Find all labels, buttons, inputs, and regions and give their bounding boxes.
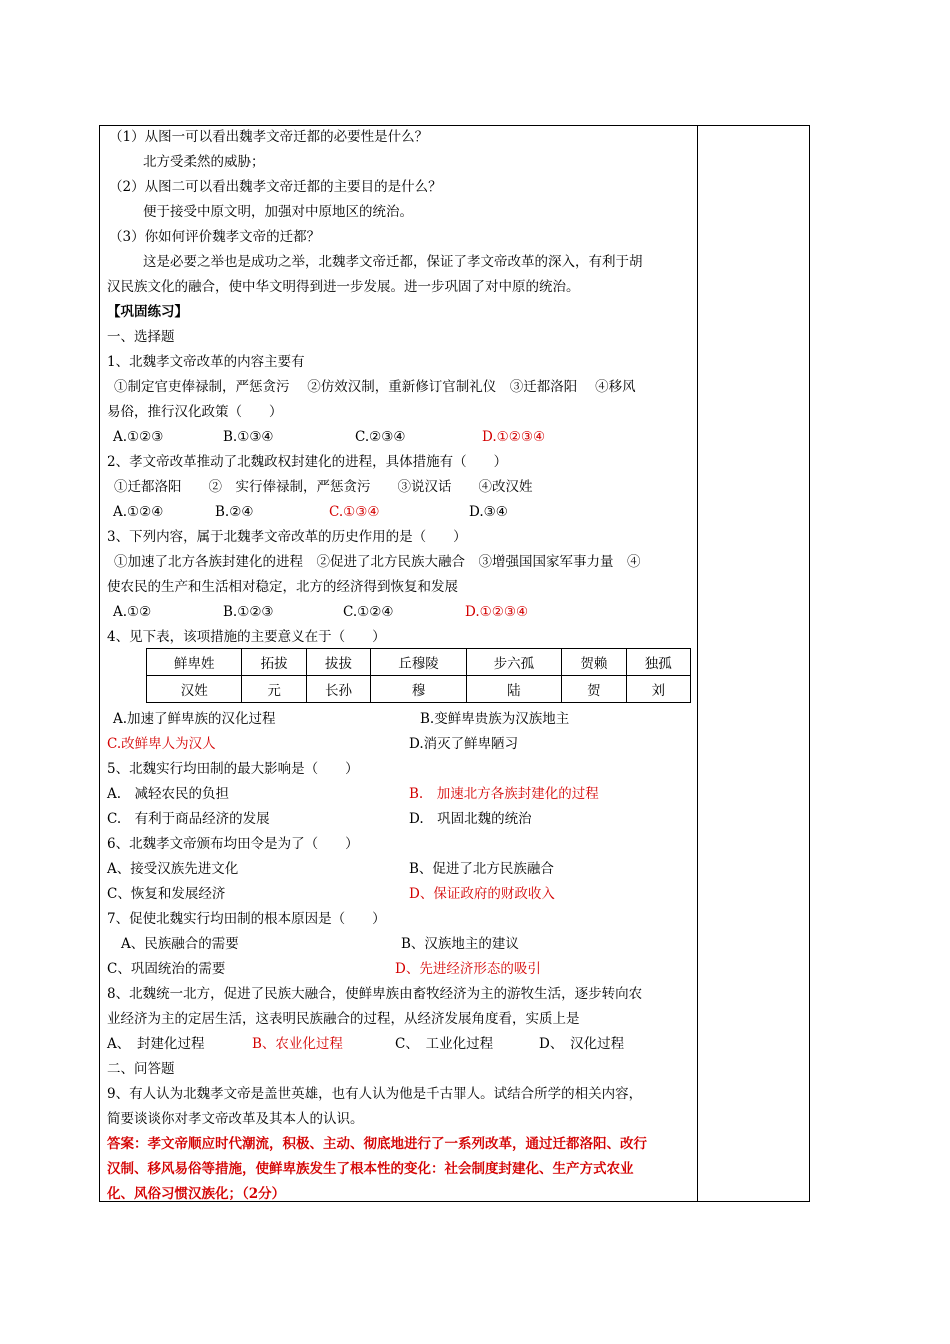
- q2-option-b: B.②④: [215, 504, 254, 520]
- q2-option-c-answer: C.①③④: [329, 504, 380, 520]
- q7-option-b: B、汉族地主的建议: [401, 936, 519, 952]
- table-cell: 拔拔: [306, 649, 370, 676]
- q1-option-a: A.①②③: [113, 429, 164, 445]
- q6-option-b: B、促进了北方民族融合: [409, 861, 554, 877]
- q3-stem: 3、下列内容，属于北魏孝文帝改革的历史作用的是（ ）: [107, 529, 467, 545]
- lesson-plan-table: [99, 125, 810, 1202]
- q1-option-d-answer: D.①②③④: [482, 429, 546, 445]
- q2-option-d: D.③④: [469, 504, 508, 520]
- q7-option-c: C、巩固统治的需要: [107, 961, 226, 977]
- q8-stem-line1: 8、北魏统一北方，促进了民族大融合，使鲜卑族由畜牧经济为主的游牧生活，逐步转向农: [107, 986, 643, 1002]
- q1-option-c: C.②③④: [355, 429, 406, 445]
- q7-stem: 7、促使北魏实行均田制的根本原因是（ ）: [107, 911, 386, 927]
- q5-option-b-answer: B. 加速北方各族封建化的过程: [409, 786, 599, 802]
- q4-stem: 4、见下表，该项措施的主要意义在于（ ）: [107, 629, 386, 645]
- notes-column-divider: [697, 126, 698, 1201]
- q3-option-d-answer: D.①②③④: [465, 604, 529, 620]
- q5-option-d: D. 巩固北魏的统治: [409, 811, 532, 827]
- q8-stem-line2: 业经济为主的定居生活，这表明民族融合的过程，从经济发展角度看，实质上是: [107, 1011, 580, 1027]
- q9-stem-line1: 9、有人认为北魏孝文帝是盖世英雄，也有人认为他是千古罪人。试结合所学的相关内容，: [107, 1086, 643, 1102]
- q9-answer-line2: 汉制、移风易俗等措施，使鲜卑族发生了根本性的变化：社会制度封建化、生产方式农业: [107, 1161, 634, 1177]
- surname-table: [146, 648, 691, 703]
- table-cell: 丘穆陵: [371, 649, 466, 676]
- q2-stem: 2、孝文帝改革推动了北魏政权封建化的进程，具体措施有（ ）: [107, 454, 508, 470]
- q3-option-c: C.①②④: [343, 604, 394, 620]
- review-question-2: （2）从图二可以看出魏孝文帝迁都的主要目的是什么？: [109, 179, 442, 195]
- q9-answer-line3: 化、风俗习惯汉族化；（2分）: [107, 1186, 286, 1202]
- review-question-1: （1）从图一可以看出魏孝文帝迁都的必要性是什么？: [109, 129, 429, 145]
- q6-option-a: A、接受汉族先进文化: [107, 861, 239, 877]
- q9-answer-line1: 答案：孝文帝顺应时代潮流，积极、主动、彻底地进行了一系列改革，通过迁都洛阳、改行: [107, 1136, 647, 1152]
- q1-stem: 1、北魏孝文帝改革的内容主要有: [107, 354, 305, 370]
- table-cell: 鲜卑姓: [147, 649, 242, 676]
- q1-option-b: B.①③④: [223, 429, 274, 445]
- q4-option-a: A.加速了鲜卑族的汉化过程: [113, 711, 276, 727]
- table-cell: 刘: [626, 676, 690, 703]
- table-row: [147, 676, 691, 703]
- review-answer-1: 北方受柔然的威胁；: [143, 154, 265, 170]
- table-cell: 步六孤: [466, 649, 561, 676]
- practice-heading: 【巩固练习】: [107, 304, 188, 320]
- review-answer-3-line2: 汉民族文化的融合，使中华文明得到进一步发展。进一步巩固了对中原的统治。: [107, 279, 580, 295]
- q2-items: ①迁都洛阳 ② 实行俸禄制，严惩贪污 ③说汉话 ④改汉姓: [114, 479, 533, 495]
- review-question-3: （3）你如何评价魏孝文帝的迁都？: [109, 229, 321, 245]
- section-choice-title: 一、选择题: [107, 329, 175, 345]
- q3-items-line2: 使农民的生产和生活相对稳定，北方的经济得到恢复和发展: [107, 579, 458, 595]
- q1-items-line1: ①制定官吏俸禄制，严惩贪污 ②仿效汉制，重新修订官制礼仪 ③迁都洛阳 ④移风: [114, 379, 636, 395]
- q8-option-a: A、 封建化过程: [107, 1036, 205, 1052]
- q3-option-b: B.①②③: [223, 604, 274, 620]
- q4-option-d: D.消灭了鲜卑陋习: [409, 736, 519, 752]
- table-cell: 穆: [371, 676, 466, 703]
- table-cell: 长孙: [306, 676, 370, 703]
- q5-option-c: C. 有利于商品经济的发展: [107, 811, 270, 827]
- q4-option-c-answer: C.改鲜卑人为汉人: [107, 736, 216, 752]
- q8-option-c: C、 工业化过程: [395, 1036, 494, 1052]
- q5-option-a: A. 减轻农民的负担: [107, 786, 230, 802]
- review-answer-3-line1: 这是必要之举也是成功之举，北魏孝文帝迁都，保证了孝文帝改革的深入，有利于胡: [143, 254, 643, 270]
- section-essay-title: 二、问答题: [107, 1061, 175, 1077]
- table-row: [147, 649, 691, 676]
- q3-option-a: A.①②: [113, 604, 152, 620]
- review-answer-2: 便于接受中原文明，加强对中原地区的统治。: [143, 204, 413, 220]
- table-cell: 贺: [562, 676, 626, 703]
- q2-option-a: A.①②④: [113, 504, 164, 520]
- q7-option-d-answer: D、先进经济形态的吸引: [395, 961, 541, 977]
- q4-option-b: B.变鲜卑贵族为汉族地主: [420, 711, 570, 727]
- table-cell: 汉姓: [147, 676, 242, 703]
- q6-option-c: C、恢复和发展经济: [107, 886, 226, 902]
- q9-stem-line2: 简要谈谈你对孝文帝改革及其本人的认识。: [107, 1111, 364, 1127]
- q6-option-d-answer: D、保证政府的财政收入: [409, 886, 555, 902]
- q7-option-a: A、民族融合的需要: [121, 936, 239, 952]
- table-cell: 元: [242, 676, 306, 703]
- table-cell: 独孤: [626, 649, 690, 676]
- table-cell: 贺赖: [562, 649, 626, 676]
- table-cell: 陆: [466, 676, 561, 703]
- q3-items-line1: ①加速了北方各族封建化的进程 ②促进了北方民族大融合 ③增强国国家军事力量 ④: [114, 554, 641, 570]
- table-cell: 拓拔: [242, 649, 306, 676]
- q8-option-d: D、 汉化过程: [539, 1036, 625, 1052]
- q5-stem: 5、北魏实行均田制的最大影响是（ ）: [107, 761, 359, 777]
- q8-option-b-answer: B、农业化过程: [252, 1036, 343, 1052]
- q6-stem: 6、北魏孝文帝颁布均田令是为了（ ）: [107, 836, 359, 852]
- q1-items-line2: 易俗，推行汉化政策（ ）: [107, 404, 283, 420]
